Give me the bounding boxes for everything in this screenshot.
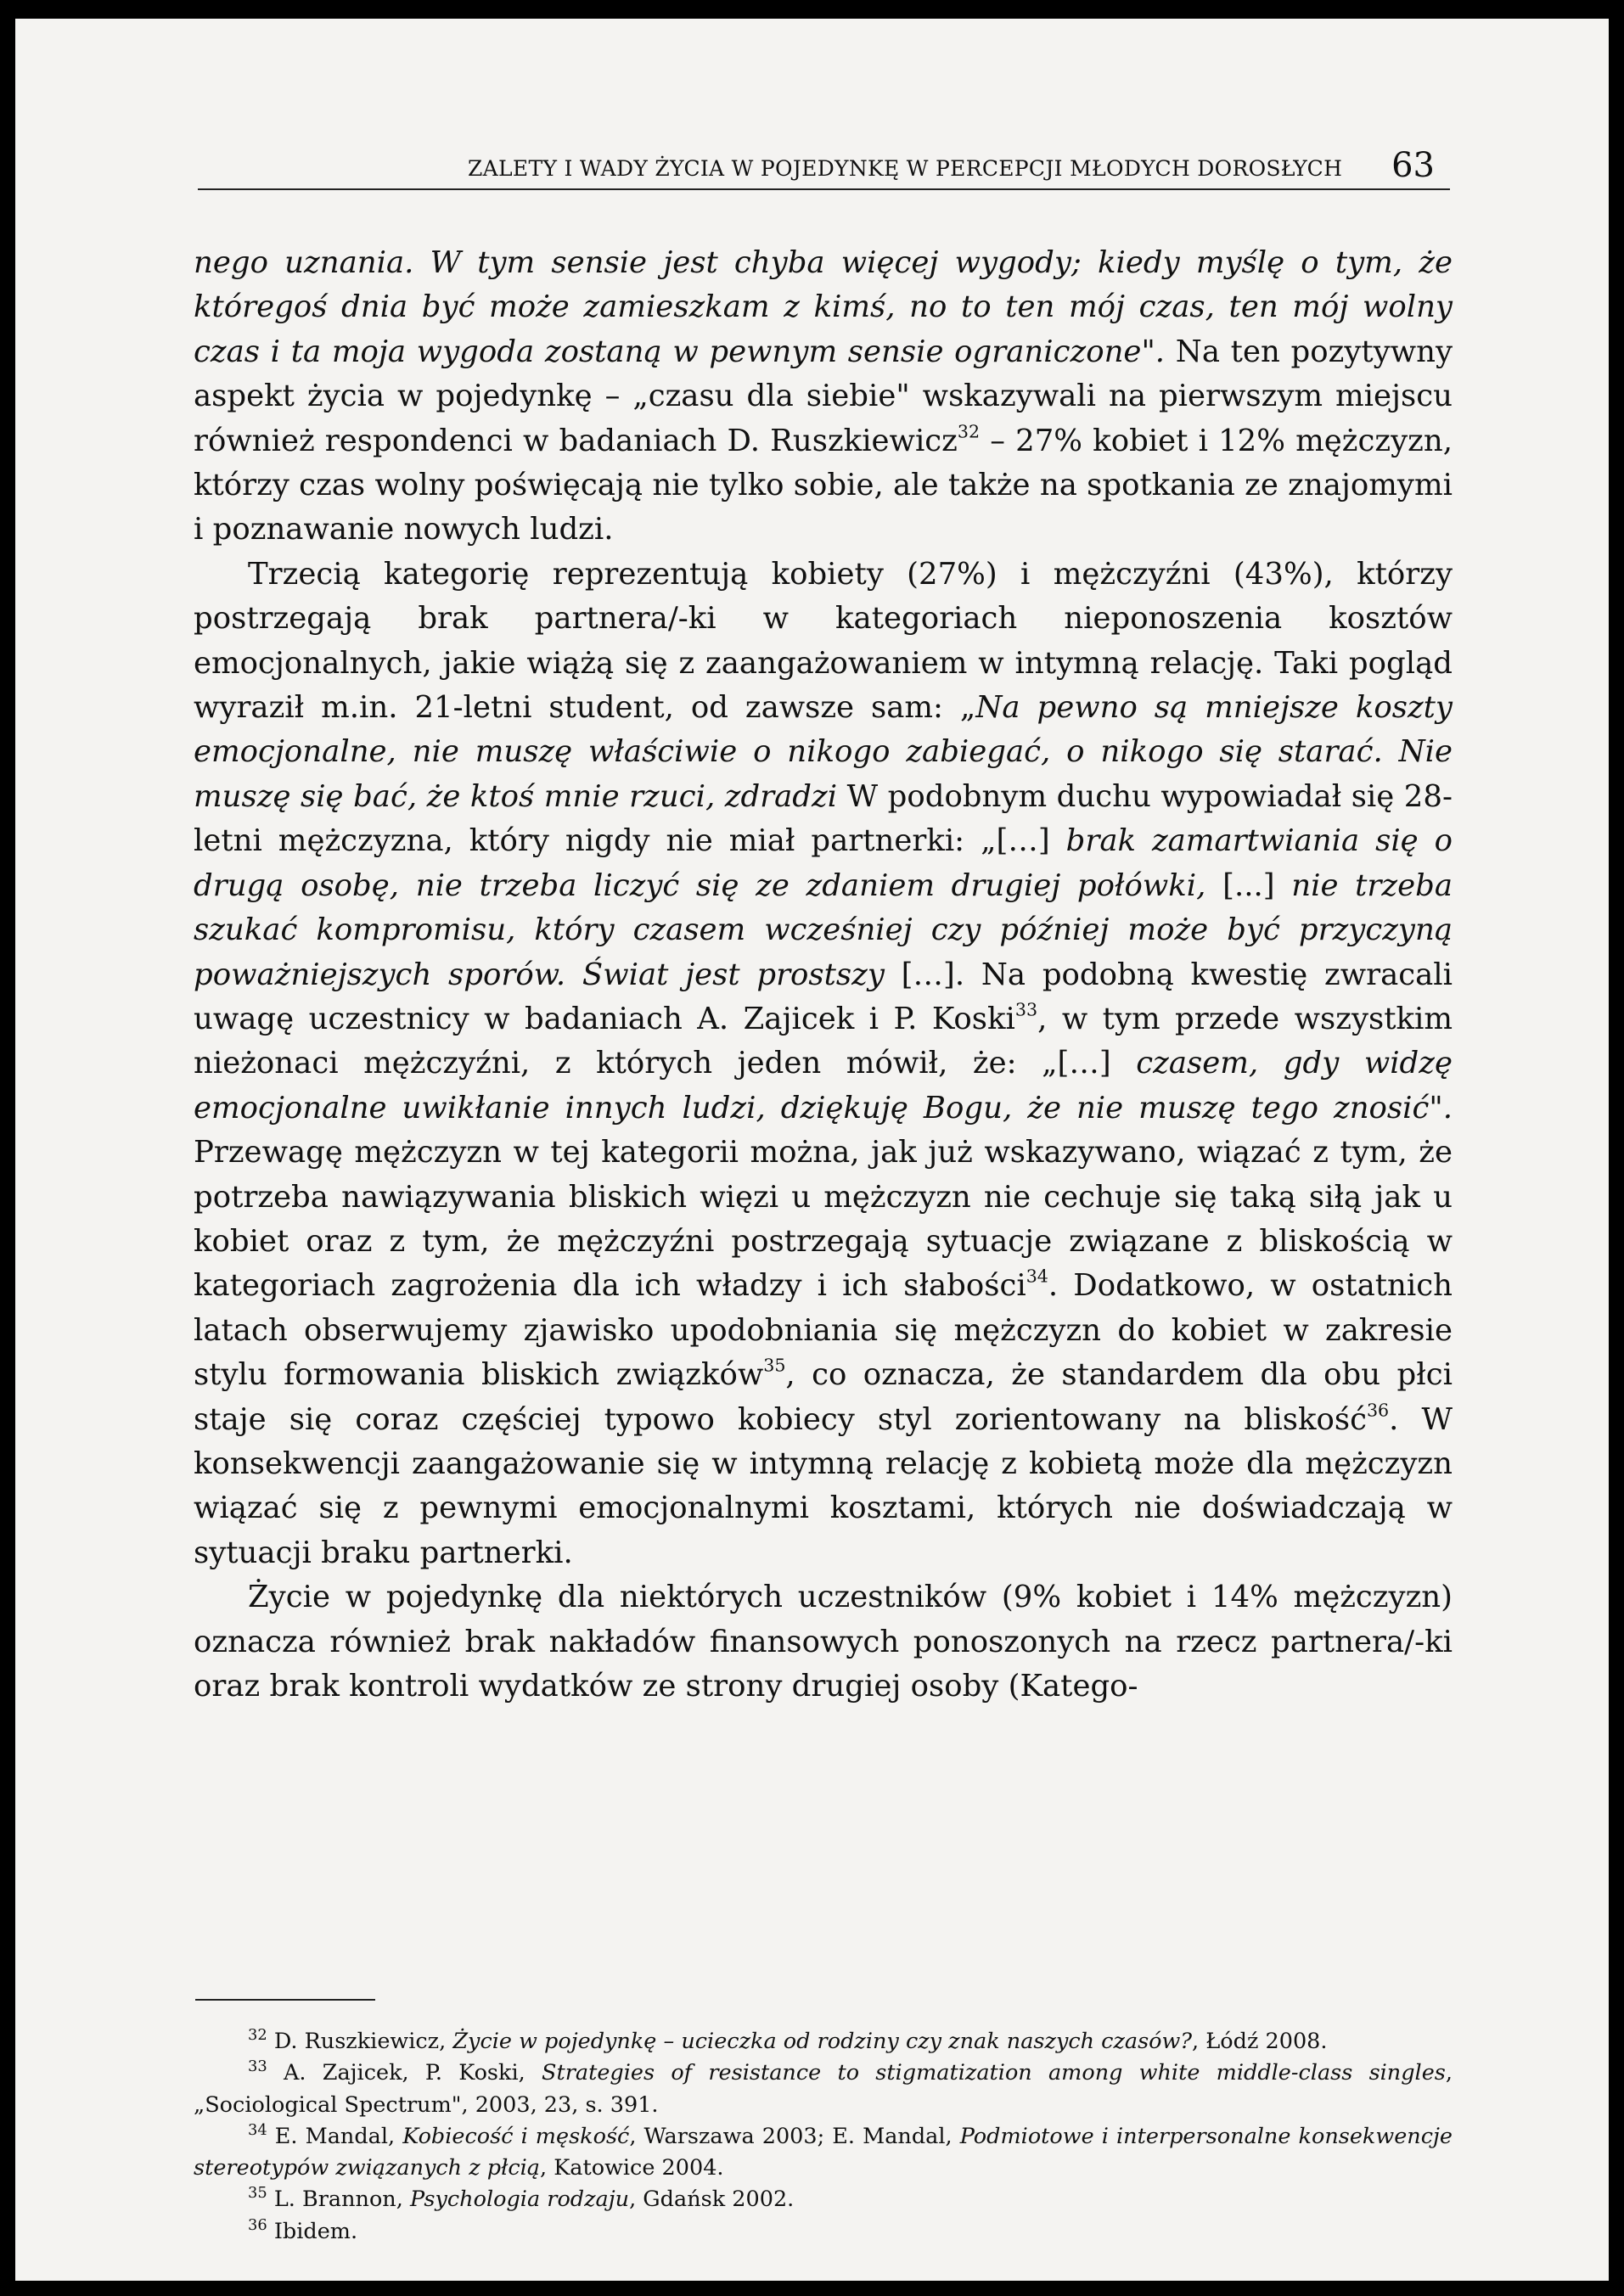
footnote-36 xyxy=(194,2216,1453,2248)
paragraph-1 xyxy=(194,241,1453,553)
body-text: [...] xyxy=(1205,867,1292,903)
footnote-author: Ibidem. xyxy=(267,2218,358,2244)
quote-text: nego uznania. W tym sensie jest chyba więcej wygody; kiedy myślę o tym, że któregoś dnia być może zamieszkam z kimś, no to ten mój czas, ten mój wolny czas i ta moja wygoda zostaną w pewnym sensie ograniczone". xyxy=(194,245,1453,369)
footnote-ref-35[interactable]: 35 xyxy=(763,1355,786,1376)
footnote-number: 35 xyxy=(248,2184,267,2203)
footnote-rest: , Gdańsk 2002. xyxy=(629,2187,795,2213)
footnote-title: Strategies of resistance to stigmatization among white middle-class singles xyxy=(541,2060,1446,2086)
footnote-34 xyxy=(194,2121,1453,2185)
body-text: Trzecią kategorię reprezentują kobiety (27%) i mężczyźni (43%), którzy postrzegają brak partnera/-ki w kategoriach nieponoszenia kosztów emocjonalnych, jakie wiążą się z zaangażowaniem w intymną relację. Taki pogląd wyraził m.in. 21-letni student, od zawsze sam: „ xyxy=(194,556,1453,726)
footnote-33 xyxy=(194,2057,1453,2121)
main-text xyxy=(194,241,1453,1709)
footnote-author: E. Mandal, xyxy=(267,2123,403,2149)
footnote-number: 34 xyxy=(248,2121,267,2140)
quote-text: brak zamartwiania się o drugą osobę, nie trzeba liczyć się ze zdaniem drugiej połówki, xyxy=(194,823,1453,903)
running-header-title: ZALETY I WADY ŻYCIA W POJEDYNKĘ W PERCEPCJI MŁODYCH DOROSŁYCH xyxy=(468,156,1343,181)
footnote-rest: , Katowice 2004. xyxy=(540,2155,724,2181)
footnote-32 xyxy=(194,2026,1453,2057)
footnote-number: 36 xyxy=(248,2215,267,2234)
footnotes xyxy=(194,2026,1453,2248)
body-text: Życie w pojedynkę dla niektórych uczestników (9% kobiet i 14% mężczyzn) oznacza również brak nakładów finansowych ponoszonych na rzecz partnera/-ki oraz brak kontroli wydatków ze strony drugiej osoby (Katego- xyxy=(194,1580,1453,1704)
body-text: – 27% kobiet i 12% mężczyzn, którzy czas wolny poświęcają nie tylko sobie, ale także na spotkania ze znajomymi i poznawanie nowych ludzi. xyxy=(194,423,1453,547)
footnote-number: 33 xyxy=(248,2057,267,2076)
paragraph-2 xyxy=(194,553,1453,1575)
body-text: , w tym przede wszystkim nieżonaci mężczyźni, z których jeden mówił, że: „[…] xyxy=(194,1001,1453,1081)
paragraph-3 xyxy=(194,1575,1453,1709)
footnote-mid: , Warszawa 2003; E. Mandal, xyxy=(629,2123,960,2149)
footnote-rest: , „Sociological Spectrum", 2003, 23, s. 391. xyxy=(194,2060,1453,2118)
body-text: W podobnym duchu wypowiadał się 28-letni mężczyzna, który nigdy nie miał partnerki: „[…] xyxy=(194,778,1453,859)
footnote-author: D. Ruszkiewicz, xyxy=(267,2029,453,2054)
footnote-title: Życie w pojedynkę – ucieczka od rodziny czy znak naszych czasów? xyxy=(452,2029,1193,2054)
page-number: 63 xyxy=(1391,146,1435,185)
footnote-ref-32[interactable]: 32 xyxy=(957,421,981,442)
book-page xyxy=(15,19,1609,2281)
body-text: , co oznacza, że standardem dla obu płci staje się coraz częściej typowo kobiecy styl zorientowany na bliskość xyxy=(194,1357,1453,1437)
footnote-ref-34[interactable]: 34 xyxy=(1026,1266,1048,1287)
running-header xyxy=(198,139,1450,190)
body-text: Przewagę mężczyzn w tej kategorii można, jak już wskazywano, wiązać z tym, że potrzeba nawiązywania bliskich więzi u mężczyzn nie cechuje się taką siłą jak u kobiet oraz z tym, że mężczyźni postrzegają sytuacje związane z bliskością w kategoriach zagrożenia dla ich władzy i ich słabości xyxy=(194,1135,1453,1304)
body-text: […]. Na podobną kwestię zwracali uwagę uczestnicy w badaniach A. Zajicek i P. Koski xyxy=(194,957,1453,1036)
footnote-title: Podmiotowe i interpersonalne konsekwencje stereotypów związanych z płcią xyxy=(194,2123,1453,2181)
footnote-ref-33[interactable]: 33 xyxy=(1014,999,1038,1020)
footnote-35 xyxy=(194,2184,1453,2215)
footnote-title: Psychologia rodzaju xyxy=(409,2187,630,2213)
footnote-ref-36[interactable]: 36 xyxy=(1366,1400,1390,1421)
quote-text: Na pewno są mniejsze koszty emocjonalne, nie muszę właściwie o nikogo zabiegać, o nikogo się starać. Nie muszę się bać, że ktoś mnie rzuci, zdradzi xyxy=(194,690,1453,814)
footnote-rest: , Łódź 2008. xyxy=(1192,2029,1328,2054)
footnote-title: Kobiecość i męskość xyxy=(402,2123,630,2149)
body-text: . Dodatkowo, w ostatnich latach obserwujemy zjawisko upodobniania się mężczyzn do kobiet w zakresie stylu formowania bliskich związków xyxy=(194,1268,1453,1393)
quote-text: nie trzeba szukać kompromisu, który czasem wcześniej czy później może być przyczyną poważniejszych sporów. Świat jest prostszy xyxy=(194,867,1453,992)
footnote-author: L. Brannon, xyxy=(267,2187,410,2213)
quote-text: czasem, gdy widzę emocjonalne uwikłanie innych ludzi, dziękuję Bogu, że nie muszę tego znosić". xyxy=(194,1046,1453,1126)
footnote-author: A. Zajicek, P. Koski, xyxy=(267,2060,542,2086)
footnote-separator xyxy=(195,1999,375,2001)
footnote-number: 32 xyxy=(248,2026,267,2045)
body-text: . W konsekwencji zaangażowanie się w intymną relację z kobietą może dla mężczyzn wiązać się z pewnymi emocjonalnymi kosztami, których nie doświadczają w sytuacji braku partnerki. xyxy=(194,1401,1453,1570)
body-text: Na ten pozytywny aspekt życia w pojedynkę – „czasu dla siebie" wskazywali na pierwszym miejscu również respondenci w badaniach D. Ruszkiewicz xyxy=(194,334,1453,458)
